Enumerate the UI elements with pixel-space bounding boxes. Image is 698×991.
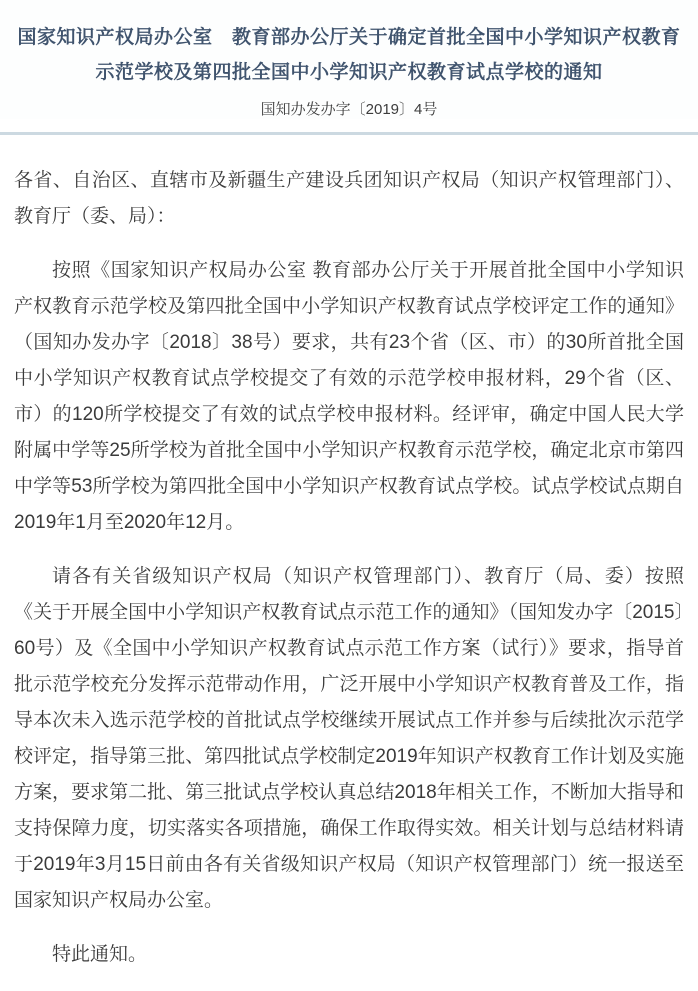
document-number: 国知办发办字〔2019〕4号 [260,101,438,118]
document-body [14,163,684,973]
header-divider [0,132,698,135]
document-header [0,0,698,119]
body-paragraph-2: 请各有关省级知识产权局（知识产权管理部门）、教育厅（局、委）按照《关于开展全国中小学知识产权教育试点示范工作的通知》（国知发办字〔2015〕60号）及《全国中小学知识产权教育试点示范工作方案（试行）》要求，指导首批示范学校充分发挥示范带动作用，广泛开展中小学知识产权教育普及工作，指导本次未入选示范学校的首批试点学校继续开展试点工作并参与后续批次示范学校评定，指导第三批、第四批试点学校制定2019年知识产权教育工作计划及实施方案，要求第二批、第三批试点学校认真总结2018年相关工作，不断加大指导和支持保障力度，切实落实各项措施，确保工作取得实效。相关计划与总结材料请于2019年3月15日前由各有关省级知识产权局（知识产权管理部门）统一报送至国家知识产权局办公室。 [14,566,684,911]
salutation-line: 各省、自治区、直辖市及新疆生产建设兵团知识产权局（知识产权管理部门）、教育厅（委、局）： [14,170,684,227]
document-title: 国家知识产权局办公室 教育部办公厅关于确定首批全国中小学知识产权教育示范学校及第四批全国中小学知识产权教育试点学校的通知 [17,27,681,83]
closing-line: 特此通知。 [52,944,148,965]
body-paragraph-1: 按照《国家知识产权局办公室 教育部办公厅关于开展首批全国中小学知识产权教育示范学校及第四批全国中小学知识产权教育试点学校评定工作的通知》（国知办发办字〔2018〕38号）要求，共有23个省（区、市）的30所首批全国中小学知识产权教育试点学校提交了有效的示范学校申报材料，29个省（区、市）的120所学校提交了有效的试点学校申报材料。经评审，确定中国人民大学附属中学等25所学校为首批全国中小学知识产权教育示范学校，确定北京市第四中学等53所学校为第四批全国中小学知识产权教育试点学校。试点学校试点期自2019年1月至2020年12月。 [14,260,684,533]
